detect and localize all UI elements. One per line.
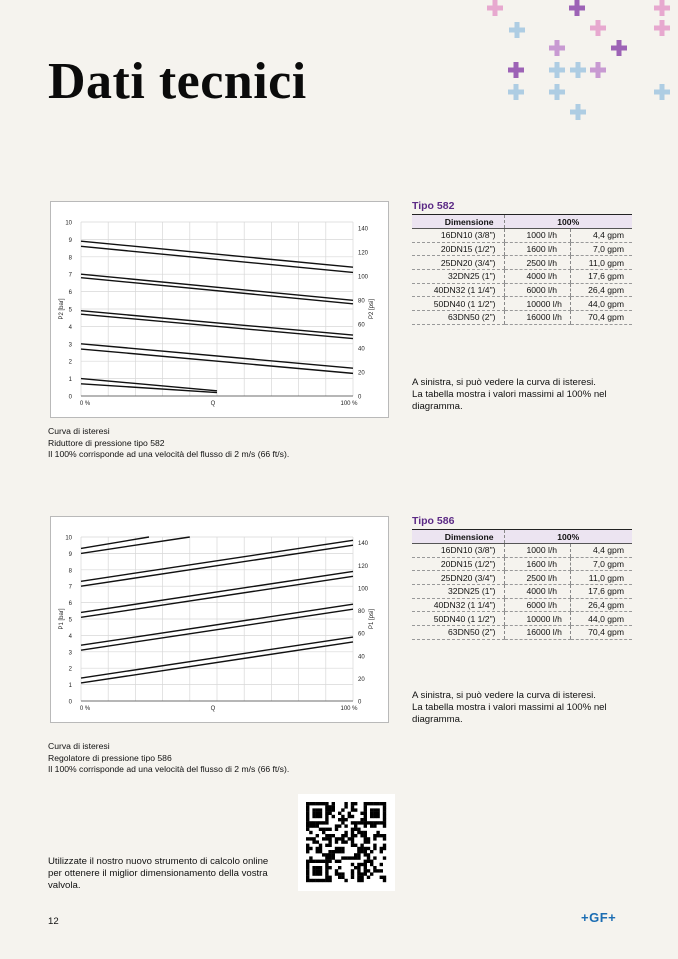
plus-icon (590, 20, 606, 36)
y-tick-label: 8 (68, 255, 72, 262)
note-line: La tabella mostra i valori massimi al 100% nel (412, 389, 607, 400)
y-tick-label: 5 (68, 307, 72, 314)
y-right-tick-label: 60 (358, 631, 365, 638)
table-body (412, 544, 632, 640)
cell-flow-lh: 6000 l/h (504, 598, 570, 612)
caption-line: Riduttore di pressione tipo 582 (48, 437, 165, 448)
y-tick-label: 10 (65, 535, 72, 542)
plus-icon (611, 40, 627, 56)
table-row (412, 585, 632, 599)
table-row (412, 242, 632, 256)
cell-dimensione: 40DN32 (1 1/4") (412, 598, 504, 612)
y-tick-label: 2 (68, 666, 72, 673)
cell-dimensione: 32DN25 (1") (412, 270, 504, 284)
cell-dimensione: 40DN32 (1 1/4") (412, 283, 504, 297)
cell-flow-lh: 4000 l/h (504, 270, 570, 284)
y-right-tick-label: 0 (358, 699, 362, 706)
note-line: diagramma. (412, 714, 463, 725)
cell-flow-lh: 10000 l/h (504, 612, 570, 626)
cell-flow-lh: 1600 l/h (504, 242, 570, 256)
caption-line: Il 100% corrisponde ad una velocità del flusso di 2 m/s (66 ft/s). (48, 449, 290, 459)
cell-dimensione: 32DN25 (1") (412, 585, 504, 599)
cell-dimensione: 16DN10 (3/8") (412, 544, 504, 558)
table-header-dimensione: Dimensione (412, 215, 504, 229)
tipo-582-title: Tipo 582 (412, 200, 455, 212)
cell-flow-lh: 4000 l/h (504, 585, 570, 599)
table-row (412, 229, 632, 243)
table-header-100: 100% (504, 530, 632, 544)
y-tick-label: 8 (68, 568, 72, 575)
cell-flow-gpm: 7,0 gpm (570, 557, 632, 571)
plus-icon (549, 84, 565, 100)
y-axis-label: P2 [bar] (59, 298, 65, 320)
cell-flow-lh: 2500 l/h (504, 256, 570, 270)
spec-table-586 (412, 529, 632, 640)
y-tick-label: 7 (68, 272, 72, 279)
note-582 (412, 377, 607, 413)
note-line: A sinistra, si può vedere la curva di isteresi. (412, 377, 596, 388)
note-line: La tabella mostra i valori massimi al 100% nel (412, 702, 607, 713)
cell-dimensione: 20DN15 (1/2") (412, 557, 504, 571)
y-tick-label: 9 (68, 551, 72, 558)
tipo-586-title: Tipo 586 (412, 515, 455, 527)
plus-icon (549, 40, 565, 56)
y-right-tick-label: 40 (358, 346, 365, 353)
caption-line: Il 100% corrisponde ad una velocità del flusso di 2 m/s (66 ft/s). (48, 764, 290, 774)
y-right-tick-label: 100 (358, 274, 369, 281)
series-line (81, 537, 149, 548)
chart-582-svg (51, 202, 390, 419)
cta-line: valvola. (48, 879, 81, 891)
plus-icon (549, 62, 565, 78)
table-row (412, 270, 632, 284)
cell-flow-gpm: 70,4 gpm (570, 626, 632, 640)
table-row (412, 256, 632, 270)
table-row (412, 612, 632, 626)
x-tick-label: 100 % (340, 401, 358, 407)
cell-dimensione: 50DN40 (1 1/2") (412, 297, 504, 311)
online-tool-text (48, 856, 298, 891)
cell-dimensione: 25DN20 (3/4") (412, 571, 504, 585)
spec-table-582 (412, 214, 632, 325)
qr-code[interactable] (298, 794, 395, 891)
y-tick-label: 6 (68, 601, 72, 608)
plus-icon (509, 22, 525, 38)
y-tick-label: 0 (68, 699, 72, 706)
cell-flow-lh: 1000 l/h (504, 229, 570, 243)
table-row (412, 557, 632, 571)
page-number: 12 (48, 916, 59, 927)
y-right-tick-label: 80 (358, 609, 365, 616)
table-body (412, 229, 632, 325)
cell-flow-gpm: 44,0 gpm (570, 612, 632, 626)
cell-flow-gpm: 4,4 gpm (570, 544, 632, 558)
y-right-axis-label: P1 [psi] (369, 608, 375, 630)
table-row (412, 626, 632, 640)
table-header-100: 100% (504, 215, 632, 229)
cell-flow-gpm: 11,0 gpm (570, 256, 632, 270)
cell-flow-lh: 16000 l/h (504, 311, 570, 325)
cell-dimensione: 20DN15 (1/2") (412, 242, 504, 256)
y-right-tick-label: 140 (358, 226, 369, 233)
caption-line: Curva di isteresi (48, 741, 110, 751)
table-row (412, 297, 632, 311)
cell-flow-gpm: 17,6 gpm (570, 270, 632, 284)
cell-flow-gpm: 4,4 gpm (570, 229, 632, 243)
chart-582-caption (48, 426, 289, 461)
plus-icon (508, 84, 524, 100)
y-tick-label: 4 (68, 324, 72, 331)
note-line: diagramma. (412, 401, 463, 412)
qr-code-icon (298, 794, 395, 891)
y-tick-label: 7 (68, 584, 72, 591)
plus-icon (590, 62, 606, 78)
table-row (412, 544, 632, 558)
plus-icon (654, 20, 670, 36)
cell-dimensione: 63DN50 (2") (412, 626, 504, 640)
cell-flow-lh: 2500 l/h (504, 571, 570, 585)
y-tick-label: 1 (68, 377, 72, 384)
plus-cross-pattern-icon (480, 0, 678, 130)
x-tick-label: Q (210, 706, 216, 712)
y-tick-label: 10 (65, 220, 72, 227)
hysteresis-chart-582 (50, 201, 389, 418)
y-tick-label: 2 (68, 359, 72, 366)
x-tick-label: 0 % (79, 401, 91, 407)
cell-flow-gpm: 70,4 gpm (570, 311, 632, 325)
cell-flow-gpm: 7,0 gpm (570, 242, 632, 256)
plus-icon (570, 104, 586, 120)
cell-flow-gpm: 44,0 gpm (570, 297, 632, 311)
y-tick-label: 3 (68, 650, 72, 657)
y-right-tick-label: 60 (358, 322, 365, 329)
y-right-tick-label: 80 (358, 298, 365, 305)
cell-flow-lh: 1600 l/h (504, 557, 570, 571)
y-right-tick-label: 100 (358, 586, 369, 593)
plus-icon (508, 62, 524, 78)
cta-line: Utilizzate il nostro nuovo strumento di calcolo online (48, 856, 269, 867)
page-title: Dati tecnici (48, 53, 307, 110)
caption-line: Curva di isteresi (48, 426, 110, 436)
note-line: A sinistra, si può vedere la curva di isteresi. (412, 690, 596, 701)
hysteresis-chart-586 (50, 516, 389, 723)
cell-flow-gpm: 17,6 gpm (570, 585, 632, 599)
y-tick-label: 1 (68, 683, 72, 690)
y-right-tick-label: 20 (358, 676, 365, 683)
plus-icon (569, 0, 585, 16)
note-586 (412, 690, 607, 726)
table-header-dimensione: Dimensione (412, 530, 504, 544)
gf-logo: +GF+ (581, 910, 617, 925)
y-tick-label: 6 (68, 290, 72, 297)
cell-flow-lh: 10000 l/h (504, 297, 570, 311)
y-right-axis-label: P2 [psi] (369, 298, 375, 320)
plus-icon (654, 84, 670, 100)
y-right-tick-label: 120 (358, 563, 369, 570)
y-tick-label: 5 (68, 617, 72, 624)
x-tick-label: 100 % (340, 706, 358, 712)
cell-dimensione: 25DN20 (3/4") (412, 256, 504, 270)
cell-dimensione: 63DN50 (2") (412, 311, 504, 325)
chart-586-svg (51, 517, 390, 724)
cell-flow-lh: 16000 l/h (504, 626, 570, 640)
y-right-tick-label: 120 (358, 250, 369, 257)
y-tick-label: 3 (68, 342, 72, 349)
y-tick-label: 4 (68, 633, 72, 640)
y-right-tick-label: 140 (358, 541, 369, 548)
cell-flow-gpm: 26,4 gpm (570, 283, 632, 297)
plus-icon (570, 62, 586, 78)
cell-dimensione: 16DN10 (3/8") (412, 229, 504, 243)
x-tick-label: Q (210, 401, 216, 407)
y-tick-label: 9 (68, 237, 72, 244)
table-row (412, 311, 632, 325)
y-right-tick-label: 20 (358, 370, 365, 377)
y-tick-label: 0 (68, 394, 72, 401)
table-row (412, 571, 632, 585)
plus-icon (487, 0, 503, 16)
x-tick-label: 0 % (79, 706, 91, 712)
chart-586-caption (48, 741, 289, 776)
cell-flow-lh: 6000 l/h (504, 283, 570, 297)
cell-dimensione: 50DN40 (1 1/2") (412, 612, 504, 626)
y-axis-label: P1 [bar] (59, 608, 65, 630)
y-right-tick-label: 0 (358, 394, 362, 401)
cta-line: per ottenere il miglior dimensionamento della vostra (48, 867, 268, 879)
table-row (412, 283, 632, 297)
cell-flow-lh: 1000 l/h (504, 544, 570, 558)
plus-icon (654, 0, 670, 16)
caption-line: Regolatore di pressione tipo 586 (48, 752, 172, 763)
cell-flow-gpm: 26,4 gpm (570, 598, 632, 612)
table-row (412, 598, 632, 612)
y-right-tick-label: 40 (358, 654, 365, 661)
cell-flow-gpm: 11,0 gpm (570, 571, 632, 585)
